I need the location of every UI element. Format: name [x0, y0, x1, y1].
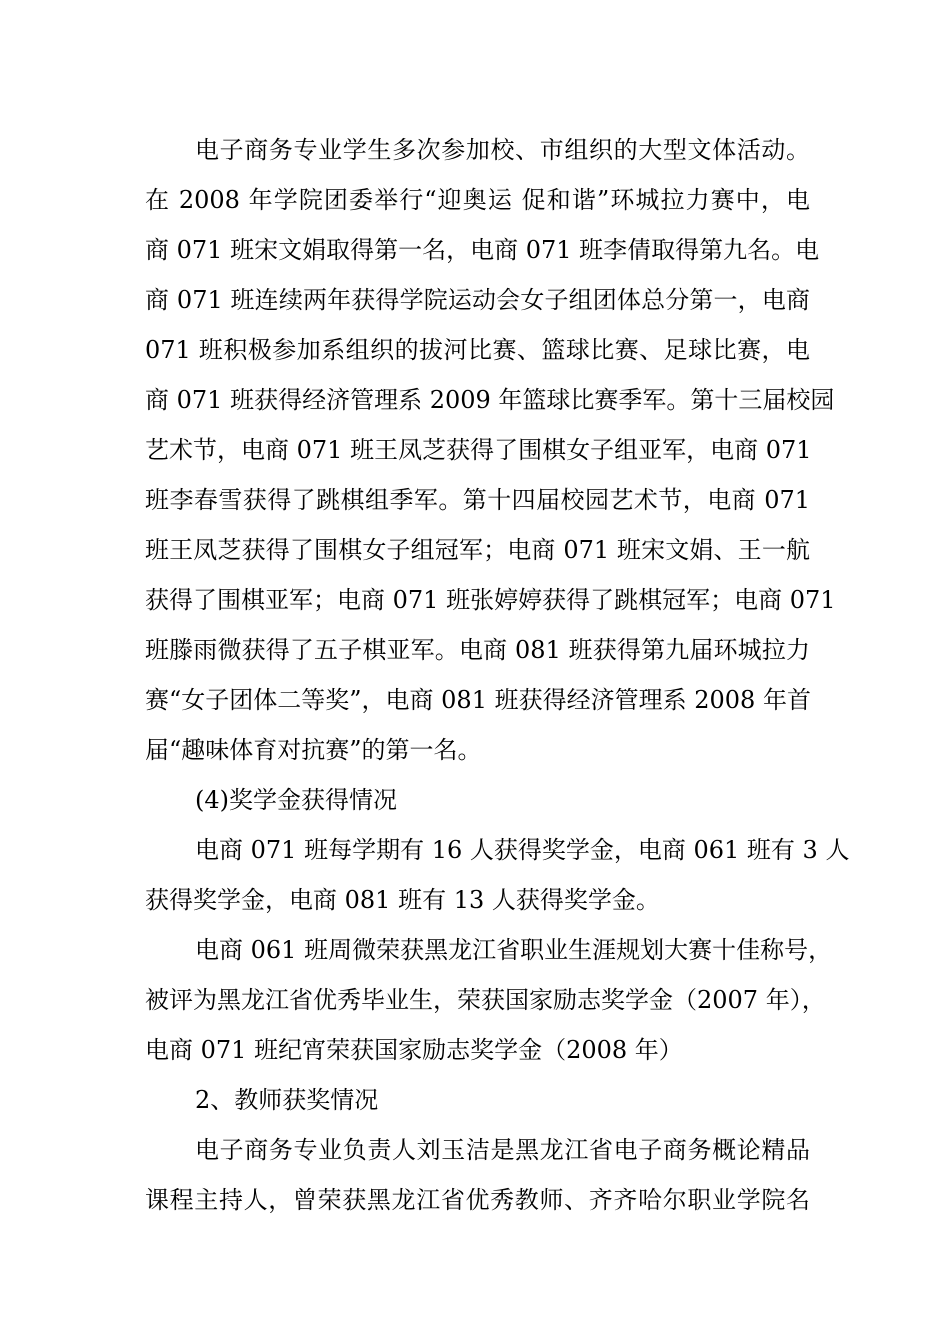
section-heading-scholarship: (4)奖学金获得情况: [195, 786, 397, 814]
paragraph-award-line-1: 电商 061 班周微荣获黑龙江省职业生涯规划大赛十佳称号，: [195, 936, 833, 964]
paragraph-activities-line-6: 商 071 班获得经济管理系 2009 年篮球比赛季军。第十三届校园: [145, 386, 835, 414]
paragraph-activities-line-11: 班滕雨微获得了五子棋亚军。电商 081 班获得第九届环城拉力: [145, 636, 810, 664]
paragraph-activities-line-1: 电子商务专业学生多次参加校、市组织的大型文体活动。: [195, 136, 810, 164]
paragraph-activities-line-3: 商 071 班宋文娟取得第一名，电商 071 班李倩取得第九名。电: [145, 236, 820, 264]
paragraph-teacher-line-1: 电子商务专业负责人刘玉洁是黑龙江省电子商务概论精品: [195, 1136, 810, 1164]
paragraph-activities-line-5: 071 班积极参加系组织的拔河比赛、篮球比赛、足球比赛，电: [145, 336, 810, 364]
paragraph-scholarship-line-2: 获得奖学金，电商 081 班有 13 人获得奖学金。: [145, 886, 660, 914]
paragraph-award-line-2: 被评为黑龙江省优秀毕业生，荣获国家励志奖学金（2007 年），: [145, 986, 826, 1014]
paragraph-award-line-3: 电商 071 班纪宵荣获国家励志奖学金（2008 年）: [145, 1036, 683, 1064]
paragraph-activities-line-7: 艺术节，电商 071 班王凤芝获得了围棋女子组亚军，电商 071: [145, 436, 812, 464]
paragraph-activities-line-2: 在 2008 年学院团委举行“迎奥运 促和谐”环城拉力赛中，电: [145, 186, 810, 214]
paragraph-teacher-line-2: 课程主持人，曾荣获黑龙江省优秀教师、齐齐哈尔职业学院名: [145, 1186, 810, 1214]
paragraph-activities-line-10: 获得了围棋亚军；电商 071 班张婷婷获得了跳棋冠军；电商 071: [145, 586, 836, 614]
section-heading-teacher-awards: 2、教师获奖情况: [195, 1086, 379, 1114]
paragraph-activities-line-9: 班王凤芝获得了围棋女子组冠军；电商 071 班宋文娟、王一航: [145, 536, 810, 564]
paragraph-scholarship-line-1: 电商 071 班每学期有 16 人获得奖学金，电商 061 班有 3 人: [195, 836, 850, 864]
paragraph-activities-line-4: 商 071 班连续两年获得学院运动会女子组团体总分第一，电商: [145, 286, 810, 314]
paragraph-activities-line-12: 赛“女子团体二等奖”，电商 081 班获得经济管理系 2008 年首: [145, 686, 811, 714]
paragraph-activities-line-8: 班李春雪获得了跳棋组季军。第十四届校园艺术节，电商 071: [145, 486, 810, 514]
paragraph-activities-line-13: 届“趣味体育对抗赛”的第一名。: [145, 736, 482, 764]
